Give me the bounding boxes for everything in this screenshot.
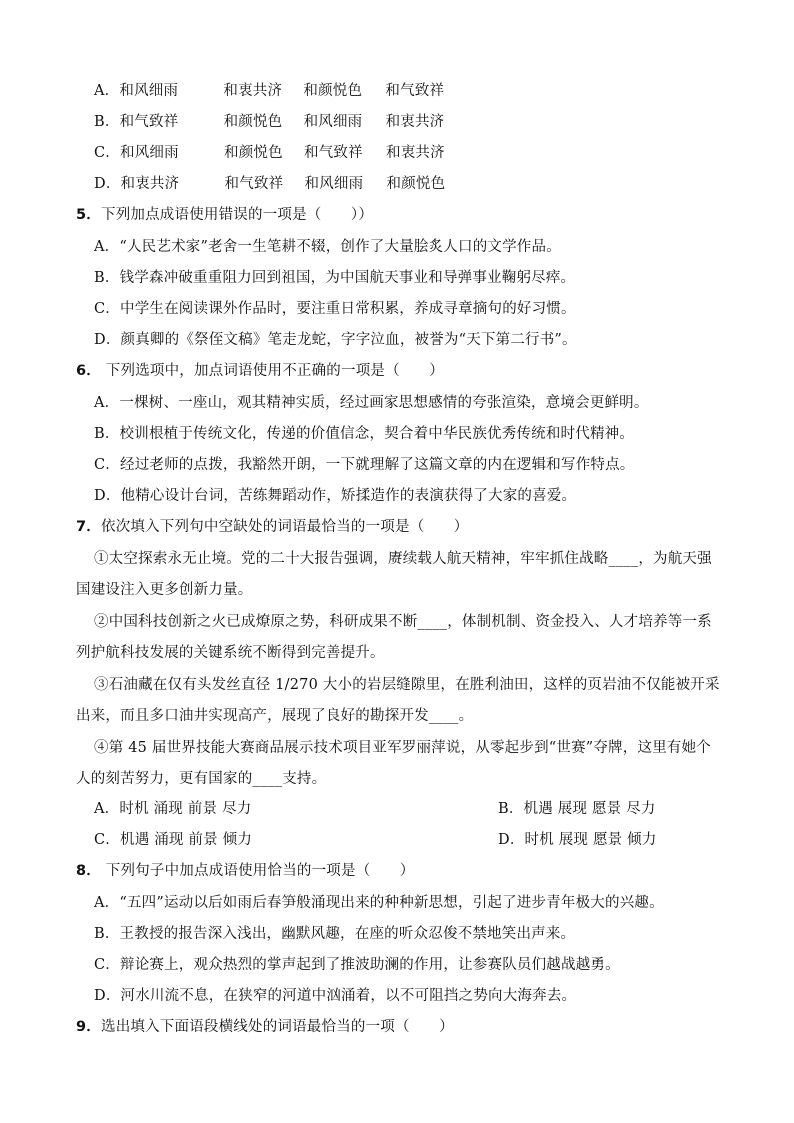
q9-stem: 9．选出填入下面语段横线处的词语最恰当的一项（ ）	[76, 1019, 454, 1035]
q7-passage-2-cont: 列护航科技发展的关键系统不断得到完善提升。	[76, 645, 385, 661]
q7-passage-3: ③石油藏在仅有头发丝直径 1/270 大小的岩层缝隙里，在胜利油田，这样的页岩油不仅能被开采	[94, 677, 720, 693]
q6-option-c: C．经过老师的点拨，我豁然开朗，一下就理解了这篇文章的内在逻辑和写作特点。	[94, 457, 635, 473]
q7-option-d: D．时机 展现 愿景 倾力	[498, 832, 657, 848]
q7-option-b: B．机遇 展现 愿景 尽力	[498, 801, 656, 817]
q8-option-a: A．“五四”运动以后如雨后春笋般涌现出来的种种新思想，引起了进步青年极大的兴趣。	[94, 895, 664, 911]
q7-options-row-2	[94, 830, 657, 850]
q5-option-d: D．颜真卿的《祭侄文稿》笔走龙蛇，字字泣血，被誉为“天下第二行书”。	[94, 332, 577, 348]
q7-options-row-1	[94, 799, 656, 819]
q5-option-a: A．“人民艺术家”老舍一生笔耕不辍，创作了大量脍炙人口的文学作品。	[94, 239, 561, 255]
q5-option-c: C．中学生在阅读课外作品时，要注重日常积累，养成寻章摘句的好习惯。	[94, 301, 576, 317]
q8-option-c: C．辩论赛上，观众热烈的掌声起到了推波助澜的作用，让参赛队员们越战越勇。	[94, 957, 620, 973]
q7-passage-1-cont: 国建设注入更多创新力量。	[76, 582, 253, 598]
q7-passage-4-cont: 人的刻苦努力，更有国家的____支持。	[76, 771, 327, 787]
q4-option-c: C．和风细雨 和颜悦色 和气致祥 和衷共济	[94, 145, 445, 161]
q8-stem: 8． 下列句子中加点成语使用恰当的一项是（ ）	[76, 863, 415, 879]
q5-stem: 5．下列加点成语使用错误的一项是（ ））	[76, 207, 374, 223]
q8-option-b: B．王教授的报告深入浅出，幽默风趣，在座的听众忍俊不禁地笑出声来。	[94, 926, 576, 942]
q7-passage-3-cont: 出来，而且多口油井实现高产，展现了良好的勘探开发____。	[76, 708, 474, 724]
q4-option-b: B．和气致祥 和颜悦色 和风细雨 和衷共济	[94, 114, 445, 130]
q7-passage-4: ④第 45 届世界技能大赛商品展示技术项目亚军罗丽萍说，从零起步到“世赛”夺牌，这里有她个	[94, 740, 711, 756]
q7-passage-2: ②中国科技创新之火已成燎原之势，科研成果不断____，体制机制、资金投入、人才培养等一系	[94, 614, 712, 630]
q7-stem: 7．依次填入下列句中空缺处的词语最恰当的一项是（ ）	[76, 519, 469, 535]
q7-option-c: C．机遇 涌现 前景 倾力	[94, 832, 253, 848]
q7-option-a: A．时机 涌现 前景 尽力	[94, 801, 252, 817]
q7-passage-1: ①太空探索永无止境。党的二十大报告强调，赓续载人航天精神，牢牢抓住战略____，为航天强	[94, 551, 712, 567]
q6-option-d: D．他精心设计台词，苦练舞蹈动作，矫揉造作的表演获得了大家的喜爱。	[94, 488, 577, 504]
q6-option-a: A．一棵树、一座山，观其精神实质，经过画家思想感情的夸张渲染，意境会更鲜明。	[94, 395, 649, 411]
q6-stem: 6． 下列选项中，加点词语使用不正确的一项是（ ）	[76, 363, 444, 379]
q6-option-b: B．校训根植于传统文化，传递的价值信念，契合着中华民族优秀传统和时代精神。	[94, 426, 635, 442]
q4-option-a: A．和风细雨 和衷共济 和颜悦色 和气致祥	[94, 83, 445, 99]
q5-option-b: B．钱学森冲破重重阻力回到祖国，为中国航天事业和导弹事业鞠躬尽瘁。	[94, 270, 576, 286]
q4-option-d: D．和衷共济 和气致祥 和风细雨 和颜悦色	[94, 176, 446, 192]
q8-option-d: D．河水川流不息，在狭窄的河道中汹涌着，以不可阻挡之势向大海奔去。	[94, 988, 577, 1004]
